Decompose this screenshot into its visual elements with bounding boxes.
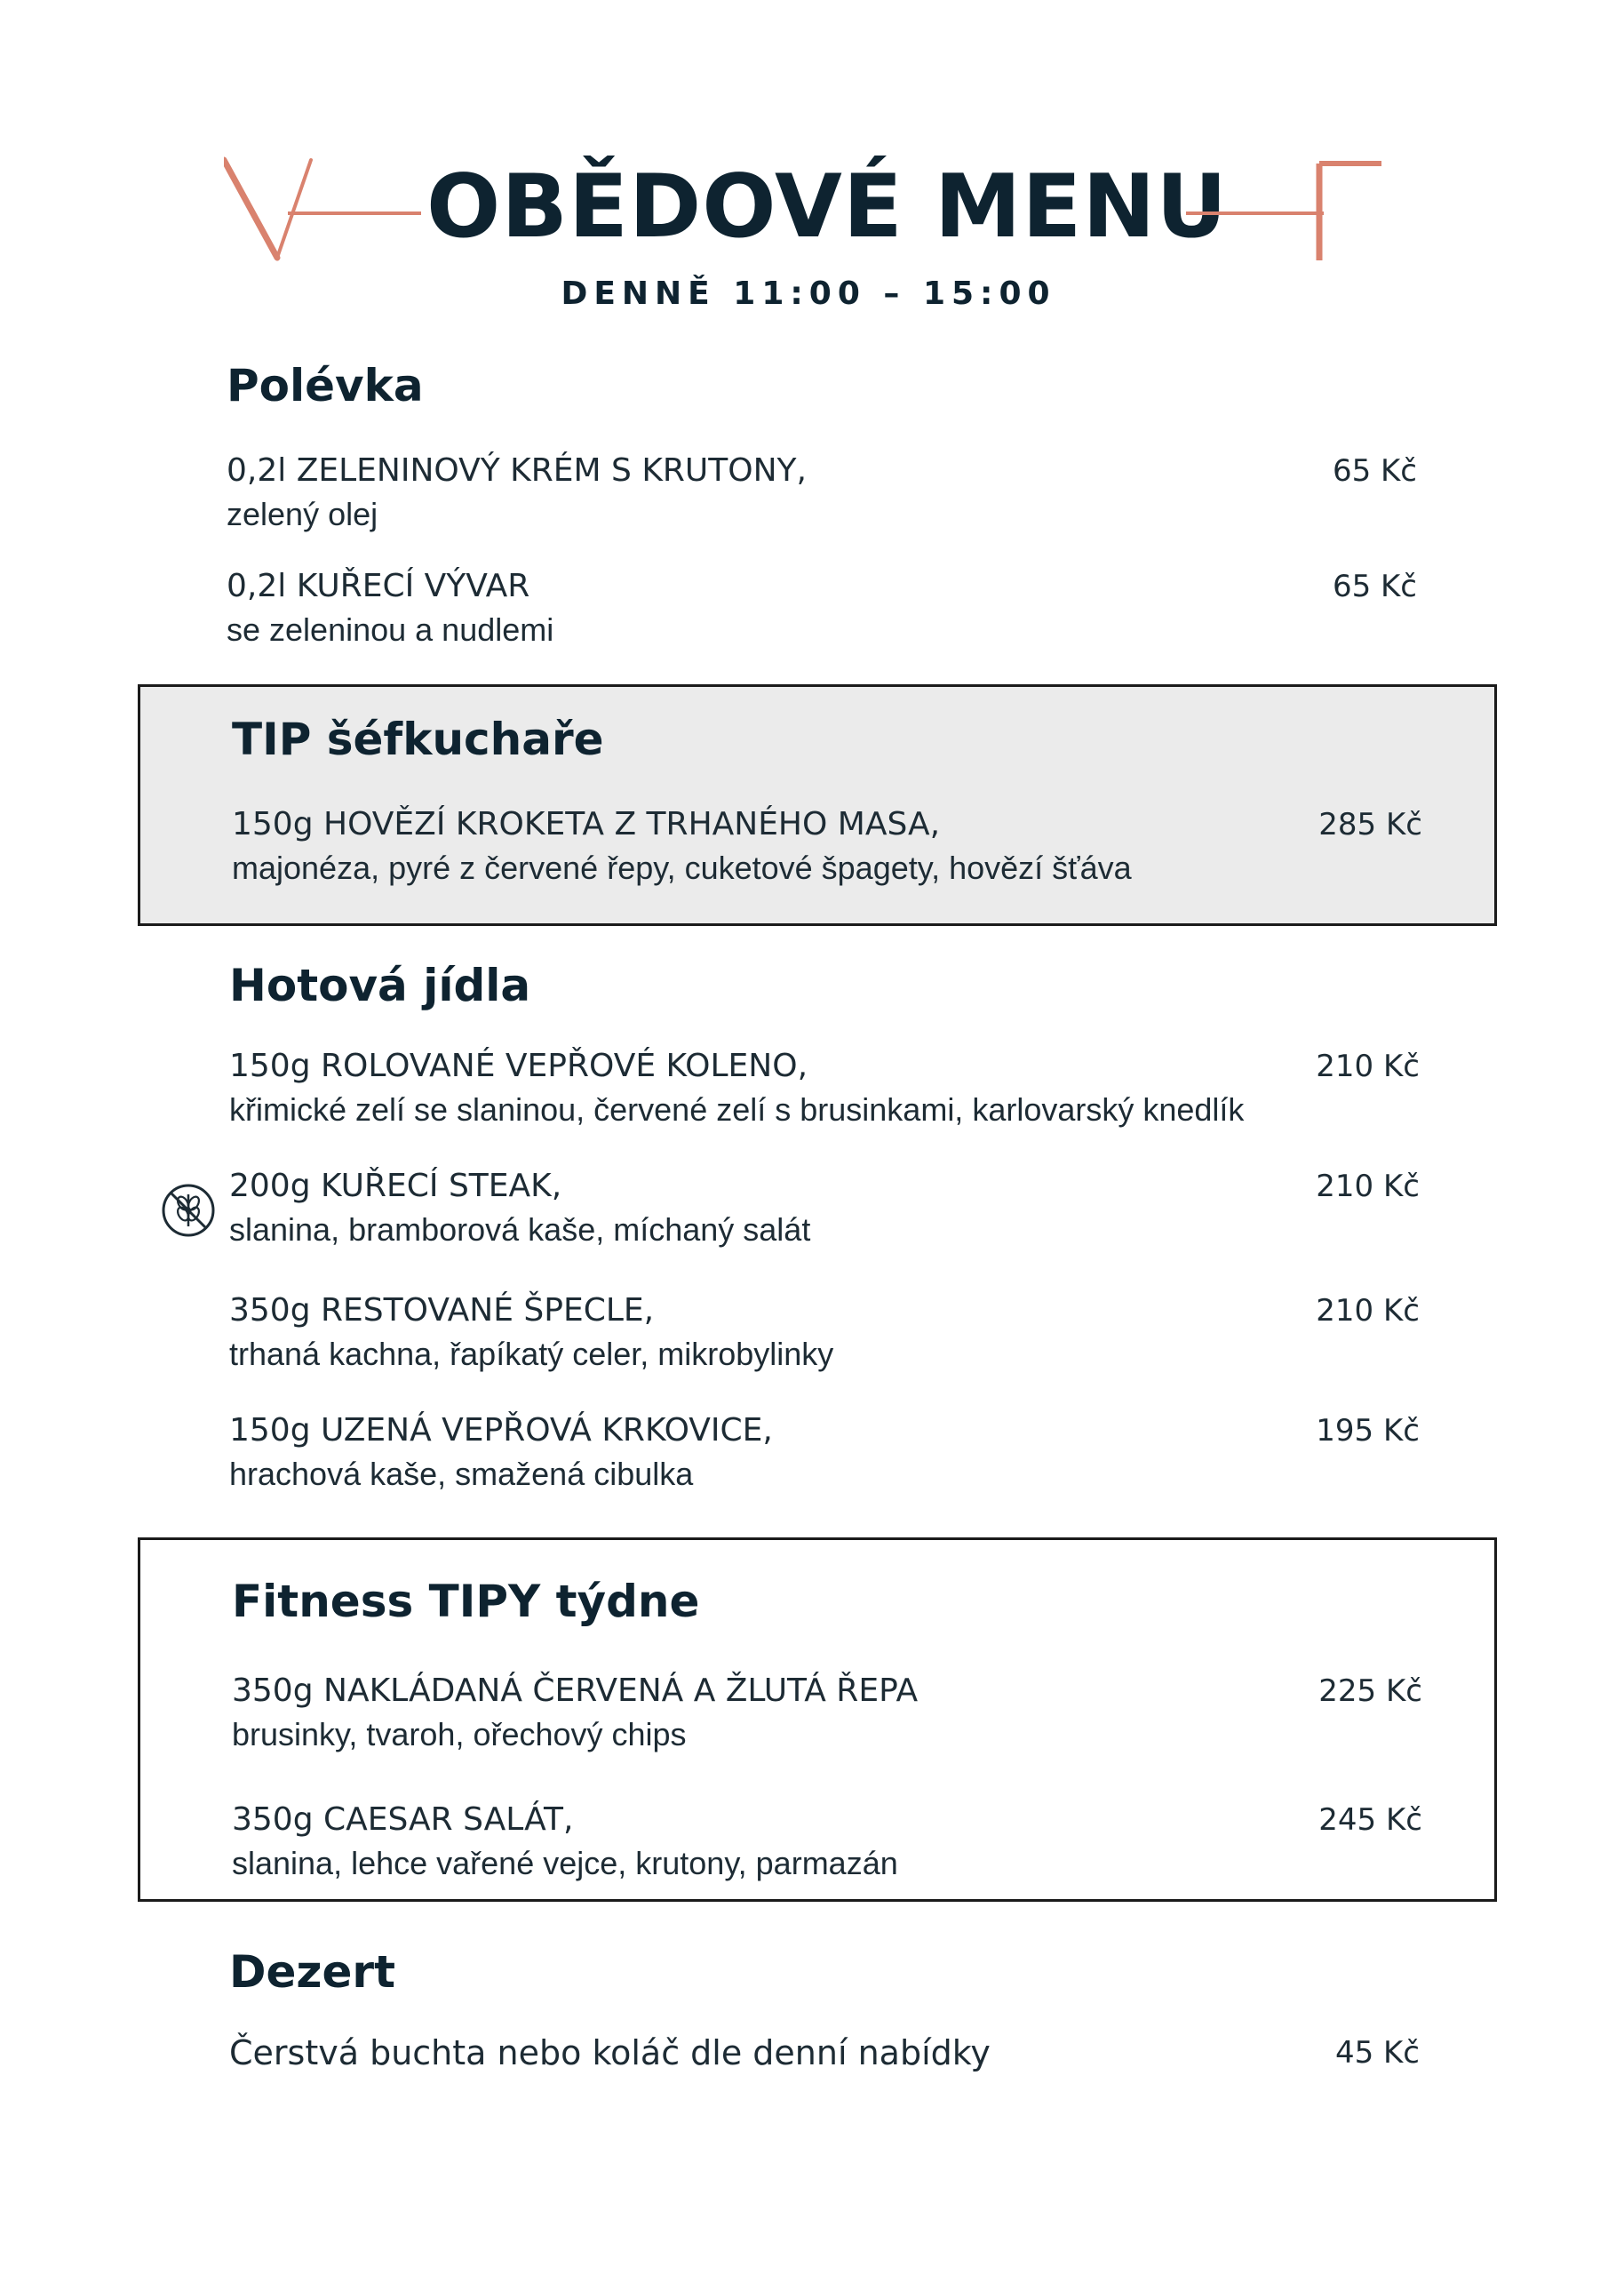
menu-item bbox=[229, 2031, 1420, 2075]
item-price: 65 Kč bbox=[1332, 453, 1417, 489]
item-description: brusinky, tvaroh, ořechový chips bbox=[232, 1716, 687, 1752]
item-price: 210 Kč bbox=[1316, 1049, 1420, 1084]
section-title: Fitness TIPY týdne bbox=[232, 1576, 700, 1627]
item-name: 350g RESTOVANÉ ŠPECLE, bbox=[229, 1292, 655, 1329]
menu-item bbox=[229, 1044, 1420, 1131]
item-description: hrachová kaše, smažená cibulka bbox=[229, 1456, 694, 1492]
menu-item bbox=[227, 449, 1417, 536]
menu-item bbox=[232, 802, 1422, 890]
item-price: 65 Kč bbox=[1332, 569, 1417, 604]
page-title: OBĚDOVÉ MENU bbox=[426, 156, 1228, 258]
item-price: 210 Kč bbox=[1316, 1169, 1420, 1204]
gluten-free-icon bbox=[160, 1182, 217, 1239]
item-price: 245 Kč bbox=[1318, 1802, 1422, 1838]
item-description: zelený olej bbox=[227, 496, 378, 532]
item-name: 150g UZENÁ VEPŘOVÁ KRKOVICE, bbox=[229, 1412, 773, 1449]
item-description: trhaná kachna, řapíkatý celer, mikrobylinky bbox=[229, 1336, 834, 1372]
menu-item bbox=[229, 1409, 1420, 1496]
menu-header bbox=[0, 0, 1624, 338]
menu-item bbox=[229, 1164, 1420, 1251]
section-title: TIP šéfkuchaře bbox=[232, 714, 604, 765]
menu-item bbox=[232, 1798, 1422, 1885]
item-name: 350g NAKLÁDANÁ ČERVENÁ A ŽLUTÁ ŘEPA bbox=[232, 1672, 919, 1709]
item-name: 0,2l KUŘECÍ VÝVAR bbox=[227, 568, 530, 604]
menu-item bbox=[227, 564, 1417, 651]
item-price: 195 Kč bbox=[1316, 1413, 1420, 1449]
item-name: 200g KUŘECÍ STEAK, bbox=[229, 1168, 562, 1204]
item-description: slanina, bramborová kaše, míchaný salát bbox=[229, 1211, 811, 1248]
item-description: slanina, lehce vařené vejce, krutony, parmazán bbox=[232, 1845, 898, 1881]
section-soup bbox=[138, 351, 1497, 671]
section-dessert bbox=[138, 1937, 1497, 2079]
item-price: 45 Kč bbox=[1334, 2035, 1420, 2071]
item-name: 350g CAESAR SALÁT, bbox=[232, 1801, 574, 1838]
item-price: 210 Kč bbox=[1316, 1293, 1420, 1329]
section-chef-tip bbox=[138, 684, 1497, 926]
item-description: se zeleninou a nudlemi bbox=[227, 611, 554, 648]
item-description: majonéza, pyré z červené řepy, cuketové špagety, hovězí šťáva bbox=[232, 850, 1132, 886]
item-name: 0,2l ZELENINOVÝ KRÉM S KRUTONY, bbox=[227, 452, 807, 489]
menu-item bbox=[229, 1289, 1420, 1376]
item-name: 150g HOVĚZÍ KROKETA Z TRHANÉHO MASA, bbox=[232, 806, 941, 842]
logo-f-mark bbox=[1182, 149, 1395, 274]
item-name: Čerstvá buchta nebo koláč dle denní nabídky bbox=[229, 2033, 991, 2072]
section-mains bbox=[138, 951, 1497, 1502]
item-name: 150g ROLOVANÉ VEPŘOVÉ KOLENO, bbox=[229, 1048, 808, 1084]
section-title: Polévka bbox=[227, 360, 424, 411]
item-price: 285 Kč bbox=[1318, 807, 1422, 842]
opening-hours: DENNĚ 11:00 – 15:00 bbox=[561, 275, 1056, 312]
logo-v-mark bbox=[224, 149, 428, 274]
section-fitness bbox=[138, 1537, 1497, 1902]
section-title: Dezert bbox=[229, 1946, 395, 1998]
item-description: křimické zelí se slaninou, červené zelí s brusinkami, karlovarský knedlík bbox=[229, 1091, 1245, 1128]
menu-item bbox=[232, 1669, 1422, 1756]
section-title: Hotová jídla bbox=[229, 960, 531, 1011]
item-price: 225 Kč bbox=[1318, 1673, 1422, 1709]
